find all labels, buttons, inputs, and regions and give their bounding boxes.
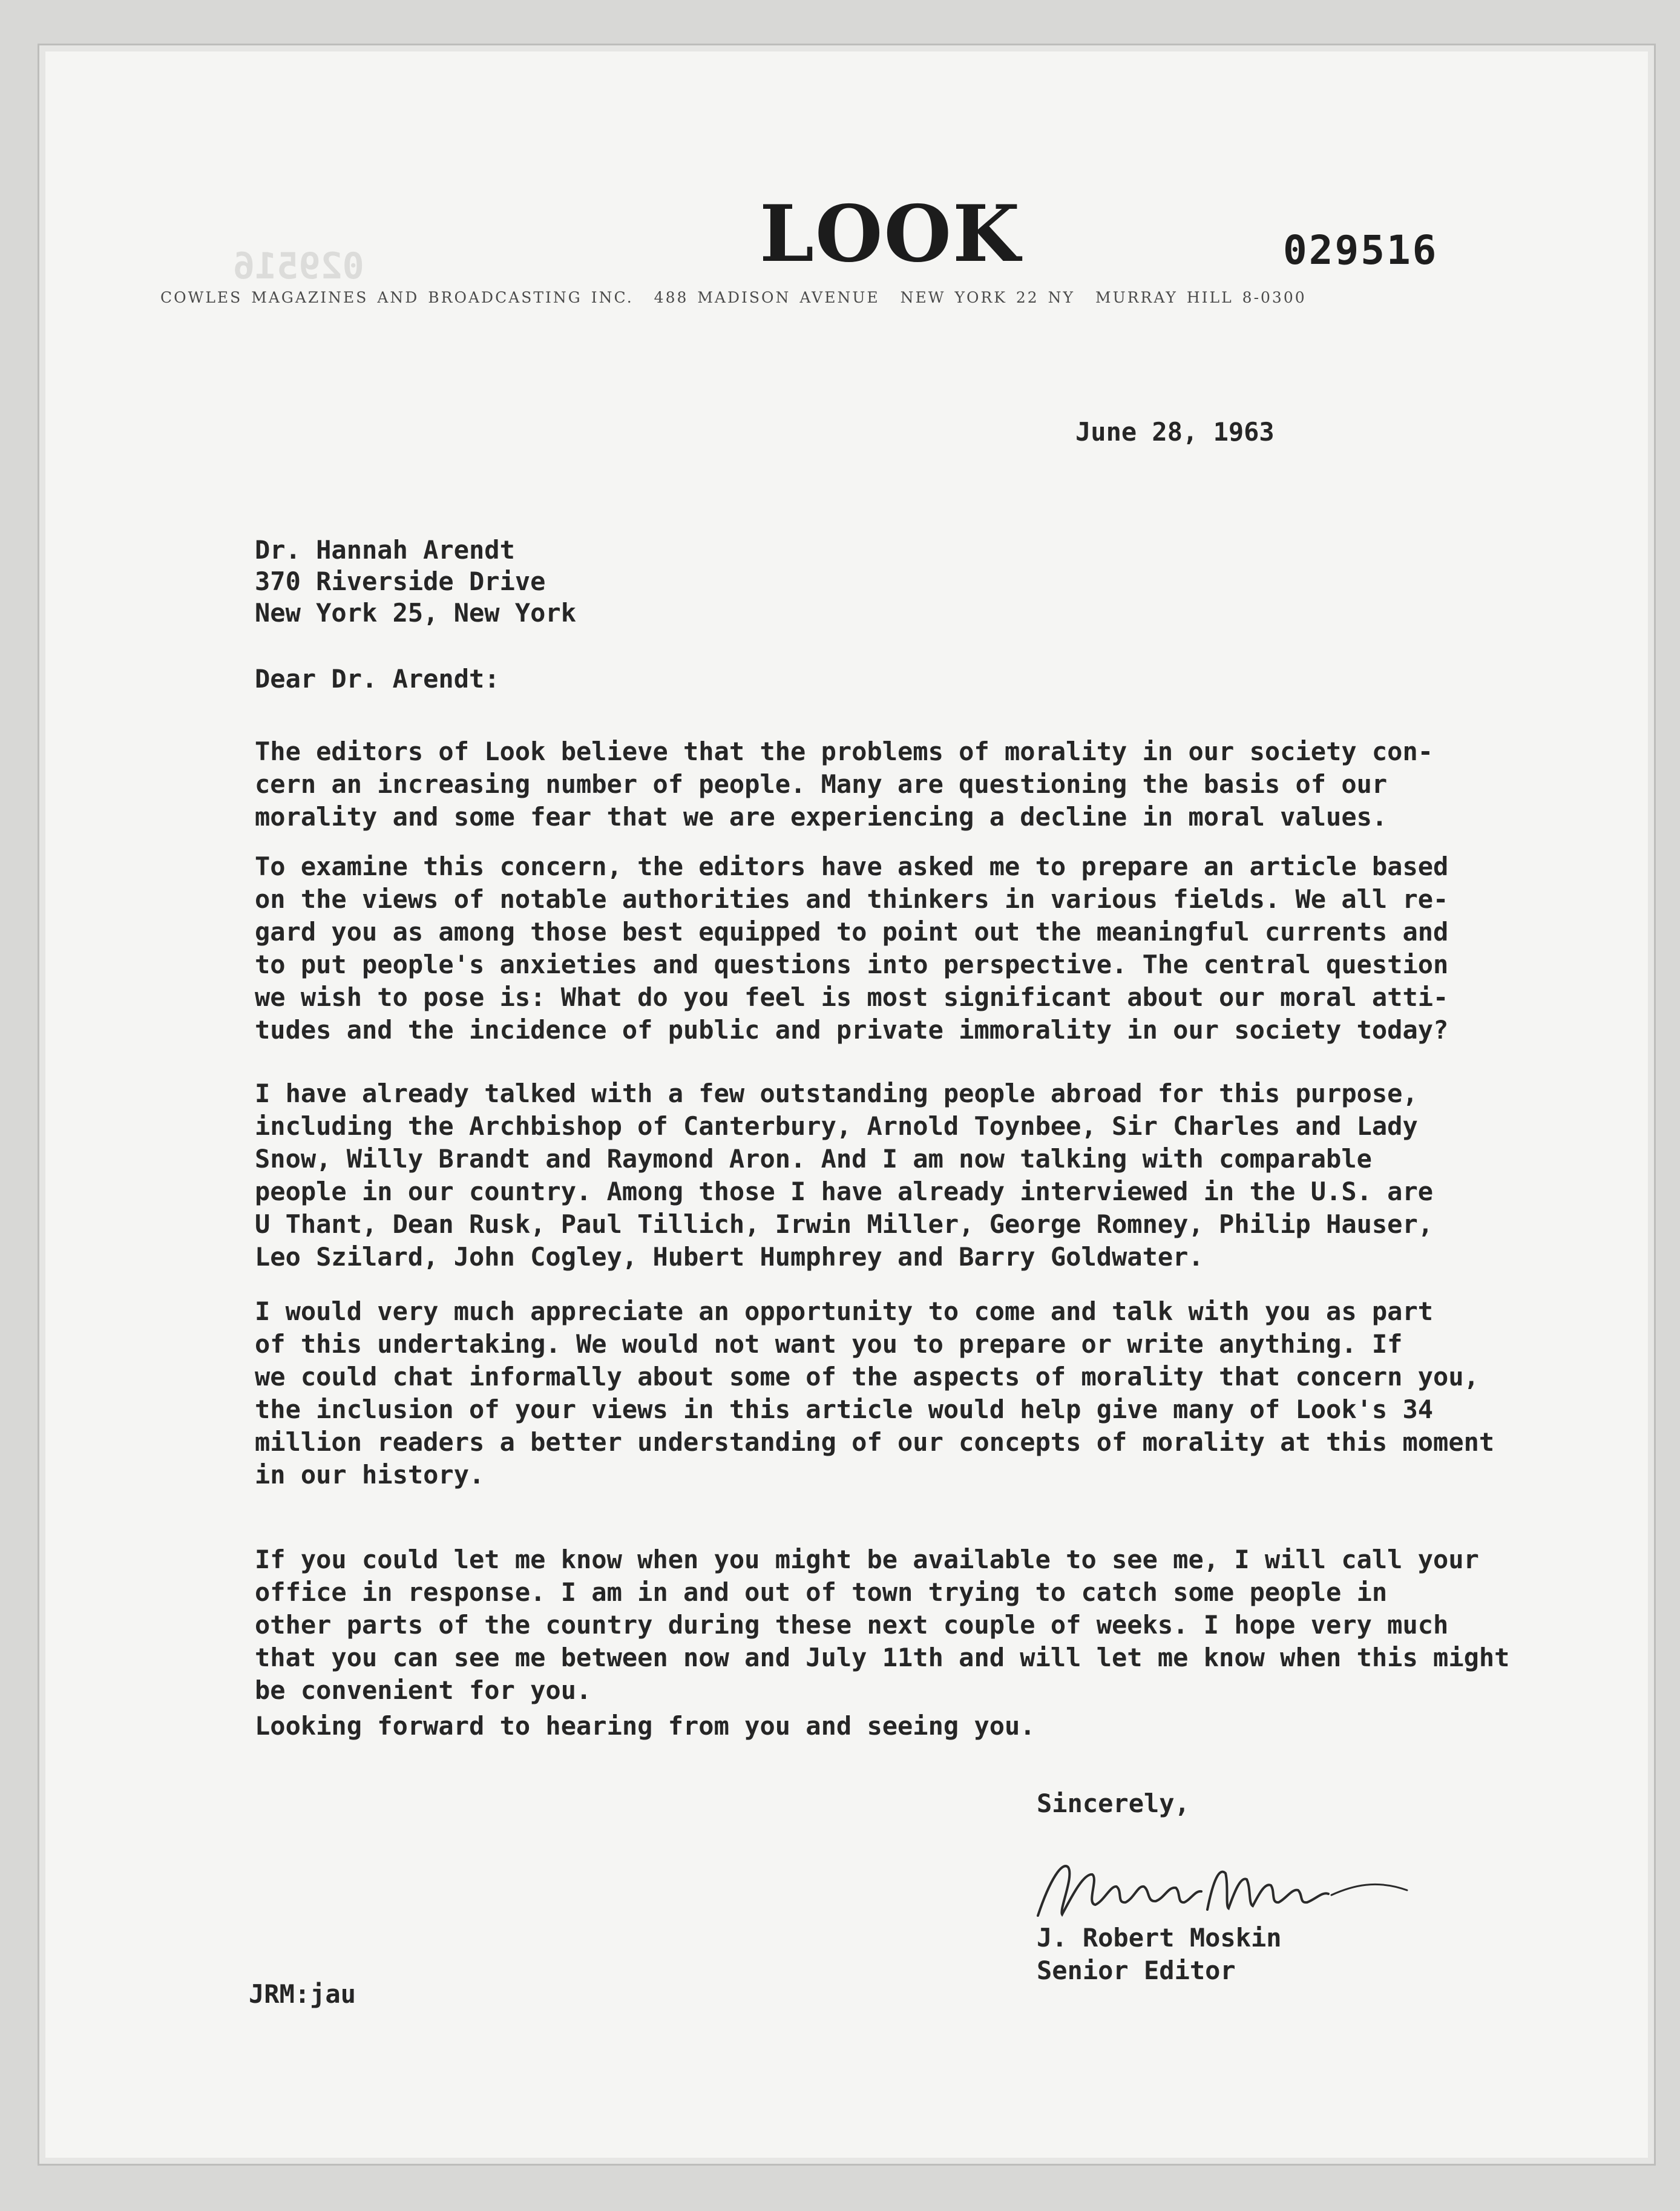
handwritten-signature (1026, 1843, 1413, 1934)
paragraph-line: people in our country. Among those I have already interviewed in the U.S. are (255, 1177, 1434, 1206)
recipient-address (255, 534, 576, 629)
letterhead-street: 488 MADISON AVENUE (654, 289, 880, 306)
body-paragraph (255, 735, 1586, 833)
paragraph-line: If you could let me know when you might be available to see me, I will call your (255, 1545, 1479, 1574)
recipient-city: New York 25, New York (255, 598, 577, 628)
closing: Sincerely, (1037, 1789, 1190, 1818)
letterhead-city: NEW YORK 22 NY (900, 289, 1075, 306)
body-paragraph (255, 1077, 1586, 1273)
letterhead-address (160, 289, 1601, 306)
paragraph-line: million readers a better understanding of our concepts of morality at this moment (255, 1427, 1495, 1457)
bleed-through-number: 029516 (233, 245, 364, 287)
file-number: 029516 (1283, 227, 1439, 274)
recipient-street: 370 Riverside Drive (255, 567, 546, 596)
sender-block (1037, 1922, 1282, 1987)
sender-title: Senior Editor (1037, 1956, 1236, 1985)
paragraph-line: morality and some fear that we are experiencing a decline in moral values. (255, 802, 1388, 832)
letter-page (38, 44, 1656, 2166)
body-paragraph (255, 1295, 1586, 1491)
paragraph-line: U Thant, Dean Rusk, Paul Tillich, Irwin Miller, George Romney, Philip Hauser, (255, 1209, 1434, 1239)
letterhead-logo: LOOK (760, 189, 1022, 280)
reference-initials: JRM:jau (249, 1979, 356, 2009)
paragraph-line: the inclusion of your views in this article would help give many of Look's 34 (255, 1395, 1434, 1424)
paragraph-line: that you can see me between now and July 11th and will let me know when this might (255, 1643, 1510, 1672)
salutation: Dear Dr. Arendt: (255, 664, 500, 694)
letterhead-phone: MURRAY HILL 8-0300 (1095, 289, 1307, 306)
paragraph-line: of this undertaking. We would not want you to prepare or write anything. If (255, 1329, 1403, 1359)
letterhead-company: COWLES MAGAZINES AND BROADCASTING INC. (160, 289, 634, 306)
recipient-name: Dr. Hannah Arendt (255, 535, 515, 565)
letter-date: June 28, 1963 (1075, 417, 1275, 447)
body-paragraph (255, 1710, 1586, 1743)
paragraph-line: including the Archbishop of Canterbury, Arnold Toynbee, Sir Charles and Lady (255, 1111, 1418, 1141)
paragraph-line: other parts of the country during these next couple of weeks. I hope very much (255, 1610, 1449, 1640)
paragraph-line: we could chat informally about some of the aspects of morality that concern you, (255, 1362, 1479, 1391)
paragraph-line: To examine this concern, the editors have asked me to prepare an article based (255, 852, 1449, 881)
paragraph-line: Looking forward to hearing from you and seeing you. (255, 1711, 1035, 1741)
paragraph-line: Leo Szilard, John Cogley, Hubert Humphrey and Barry Goldwater. (255, 1242, 1204, 1272)
paragraph-line: cern an increasing number of people. Many are questioning the basis of our (255, 769, 1388, 799)
paragraph-line: on the views of notable authorities and thinkers in various fields. We all re- (255, 884, 1449, 914)
paragraph-line: office in response. I am in and out of town trying to catch some people in (255, 1577, 1388, 1607)
paragraph-line: we wish to pose is: What do you feel is most significant about our moral atti- (255, 982, 1449, 1012)
paragraph-line: in our history. (255, 1460, 485, 1490)
sender-name: J. Robert Moskin (1037, 1923, 1282, 1953)
paragraph-line: gard you as among those best equipped to point out the meaningful currents and (255, 917, 1449, 947)
paragraph-line: I would very much appreciate an opportunity to come and talk with you as part (255, 1296, 1434, 1326)
paragraph-line: tudes and the incidence of public and private immorality in our society today? (255, 1015, 1449, 1045)
paragraph-line: I have already talked with a few outstanding people abroad for this purpose, (255, 1079, 1418, 1108)
paragraph-line: Snow, Willy Brandt and Raymond Aron. And I am now talking with comparable (255, 1144, 1372, 1174)
body-paragraph (255, 1543, 1586, 1707)
paragraph-line: be convenient for you. (255, 1675, 592, 1705)
body-paragraph (255, 850, 1586, 1046)
paragraph-line: The editors of Look believe that the problems of morality in our society con- (255, 737, 1434, 766)
paragraph-line: to put people's anxieties and questions into perspective. The central question (255, 950, 1449, 979)
